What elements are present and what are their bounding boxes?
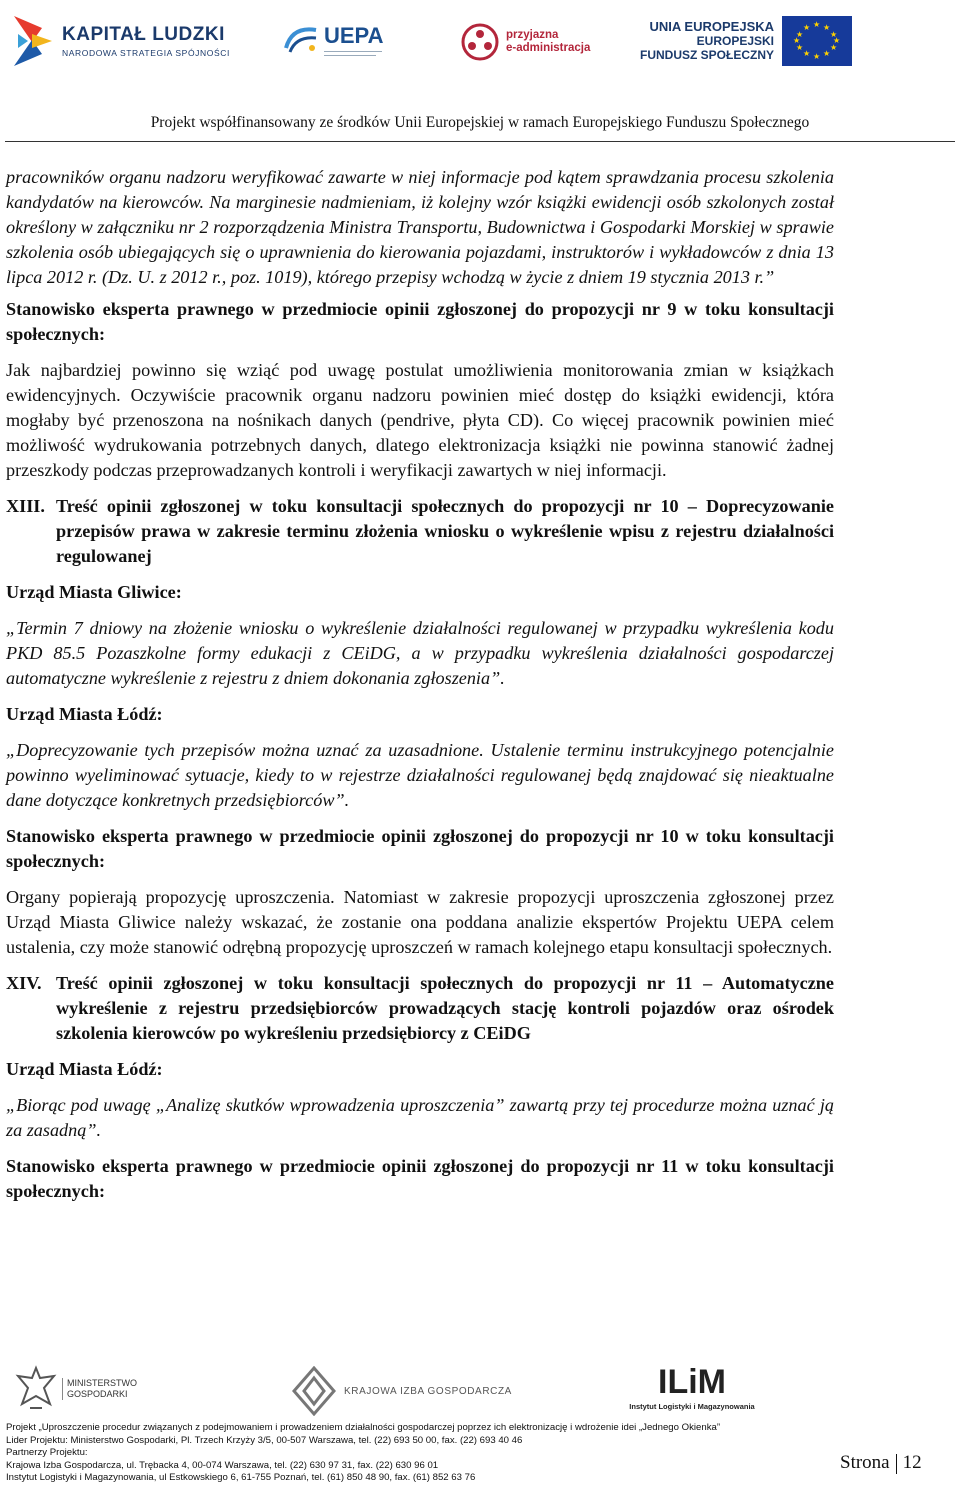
- footer-line-project: Projekt „Uproszczenie procedur związanych z podejmowaniem i prowadzeniem działalności gospodarczej poprzez ich elektronizację i wdrożenie idei „Jednego Okienka”: [6, 1422, 721, 1433]
- section-heading-13: [6, 494, 834, 569]
- uepa-subtitle-lines: [324, 51, 384, 56]
- expert-opinion-heading-10: Stanowisko eksperta prawnego w przedmiocie opinii zgłoszonej do propozycji nr 10 w toku konsultacji społecznych:: [6, 826, 834, 871]
- e-administracja-emblem-icon: [460, 22, 500, 62]
- ilim-logo: [612, 1362, 772, 1411]
- kapital-ludzki-logo: [12, 14, 230, 68]
- footer-line-ilim: Instytut Logistyki i Magazynowania, ul Estkowskiego 6, 61-755 Poznań, tel. (61) 850 48 90, fax. (61) 852 63 76: [6, 1472, 476, 1484]
- opinion-author-lodz-1: Urząd Miasta Łódź:: [6, 704, 163, 724]
- unia-europejska-logo: [640, 16, 852, 66]
- pea-line-1: przyjazna: [506, 29, 559, 41]
- uepa-emblem-icon: [282, 22, 320, 56]
- expert-opinion-text-10: Organy popierają propozycję uproszczenia. Natomiast w zakresie propozycji uproszczenia zgłoszonej przez Urząd Miasta Gliwice należy wskazać, że zostanie ona poddana analizie ekspertów Projektu UEPA celem ustalenia, czy może stanowić odrębną propozycję uproszczeń w ramach kolejnego etapu konsultacji społecznych.: [6, 887, 834, 957]
- section-title-14: Treść opinii zgłoszonej w toku konsultacji społecznych do propozycji nr 11 – Automatyczne wykreślenie z rejestru przedsiębiorców prowadzących stację kontroli pojazdów oraz ośrodek szkolenia kierowców po wykreśleniu przedsiębiorcy z CEiDG: [56, 973, 834, 1043]
- przyjazna-e-administracja-logo: [460, 22, 590, 62]
- footer-project-info: [6, 1422, 836, 1485]
- opinion-author-lodz-2: Urząd Miasta Łódź:: [6, 1059, 163, 1079]
- project-cofinancing-line: Projekt współfinansowany ze środków Unii Europejskiej w ramach Europejskiego Funduszu Społecznego: [150, 114, 810, 131]
- document-body: [6, 165, 834, 1204]
- footer-line-partners: Partnerzy Projektu:: [6, 1447, 88, 1459]
- ministerstwo-line-2: GOSPODARKI: [67, 1389, 128, 1399]
- opinion-quote-gliwice: „Termin 7 dniowy na złożenie wniosku o wykreślenie działalności regulowanej w przypadku wykreślenia kodu PKD 85.5 Pozaszkolne formy edukacji z CEiDG, a w przypadku wykreślenia działalności gospodarczej automatyczne wykreślenie z rejestru z dniem dokonania zgłoszenia”.: [6, 618, 834, 688]
- eu-flag-icon: ★ ★ ★ ★ ★ ★ ★ ★ ★ ★ ★ ★: [782, 16, 852, 66]
- expert-opinion-heading-9: Stanowisko eksperta prawnego w przedmiocie opinii zgłoszonej do propozycji nr 9 w toku konsultacji społecznych:: [6, 299, 834, 344]
- section-number-14: XIV.: [6, 973, 42, 993]
- header-divider: [5, 141, 955, 142]
- expert-opinion-text-9: Jak najbardziej powinno się wziąć pod uwagę postulat umożliwienia monitorowania zmian w książkach ewidencyjnych. Oczywiście pracownik organu nadzoru powinien mieć dostęp do książki ewidencji, która mogłaby być przenoszona na nośnikach danych (pendrive, płyta CD). Co więcej pracownik powinien mieć możliwość wydrukowania potrzebnych danych, dlatego elektronizacja książki nie powinna stanowić żadnej przeszkody podczas przeprowadzanych kontroli i weryfikacji zawartych w niej informacji.: [6, 360, 834, 480]
- opinion-quote-lodz-2: „Biorąc pod uwagę „Analizę skutków wprowadzenia uproszczenia” zawartą przy tej procedurze można uznać ją za zasadną”.: [6, 1095, 834, 1140]
- page-number: [840, 1452, 922, 1474]
- ue-line-2: EUROPEJSKI: [696, 34, 775, 48]
- footer-line-kig: Krajowa Izba Gospodarcza, ul. Trębacka 4, 00-074 Warszawa, tel. (22) 630 97 31, fax. (22) 630 96 01: [6, 1459, 439, 1471]
- opinion-author-gliwice: Urząd Miasta Gliwice:: [6, 582, 182, 602]
- uepa-logo: [282, 22, 384, 56]
- section-number-13: XIII.: [6, 496, 45, 516]
- uepa-title: UEPA: [324, 22, 384, 48]
- kig-emblem-icon: [292, 1366, 336, 1416]
- section-heading-14: [6, 971, 834, 1046]
- ilim-mark: ILiM: [658, 1363, 726, 1401]
- pea-line-2: e-administracja: [506, 42, 591, 54]
- kig-logo: [292, 1366, 512, 1416]
- expert-opinion-heading-11: Stanowisko eksperta prawnego w przedmiocie opinii zgłoszonej do propozycji nr 11 w toku konsultacji społecznych:: [6, 1156, 834, 1201]
- ilim-name: Instytut Logistyki i Magazynowania: [629, 1402, 755, 1411]
- footer-line-leader: Lider Projektu: Ministerstwo Gospodarki, Pl. Trzech Krzyży 3/5, 00-507 Warszawa, tel. (22) 693 50 00, fax. (22) 693 40 46: [6, 1434, 523, 1446]
- footer-logos: [0, 1362, 960, 1422]
- kapital-ludzki-title: KAPITAŁ LUDZKI: [62, 24, 225, 45]
- ministerstwo-line-1: MINISTERSTWO: [67, 1378, 137, 1388]
- quote-paragraph-continued: pracowników organu nadzoru weryfikować zawarte w niej informacje pod kątem sprawdzania procesu szkolenia kandydatów na kierowców. Na marginesie nadmieniam, iż kolejny wzór książki ewidencji osób szkolonych został określony w załączniku nr 2 rozporządzenia Ministra Transportu, Budownictwa i Gospodarki Morskiej w sprawie szkolenia osób ubiegających się o uprawnienia do kierowania pojazdami, instruktorów i wykładowców z dnia 13 lipca 2012 r. (Dz. U. z 2012 r., poz. 1019), którego przepisy wchodzą w życie z dniem 19 stycznia 2013 r.”: [6, 167, 834, 287]
- kig-name: KRAJOWA IZBA GOSPODARCZA: [344, 1385, 512, 1397]
- ministerstwo-gospodarki-logo: [14, 1364, 137, 1414]
- ue-line-1: UNIA EUROPEJSKA: [649, 19, 775, 34]
- ue-line-3: FUNDUSZ SPOŁECZNY: [640, 48, 775, 62]
- section-title-13: Treść opinii zgłoszonej w toku konsultacji społecznych do propozycji nr 10 – Doprecyzowanie przepisów prawa w zakresie terminu złożenia wniosku o wykreślenie wpisu z rejestru działalności regulowanej: [56, 496, 834, 566]
- page-number-value: 12: [902, 1452, 922, 1473]
- opinion-quote-lodz-1: „Doprecyzowanie tych przepisów można uznać za uzasadnione. Ustalenie terminu instrukcyjnego potencjalnie powinno wyeliminować sytuacje, kiedy to w rejestrze działalności regulowanej będą znajdować się nieaktualne dane dotyczące konkretnych przedsiębiorców”.: [6, 740, 834, 810]
- header-logos: [0, 8, 960, 88]
- page-label: Strona: [840, 1452, 890, 1473]
- polish-eagle-icon: [14, 1364, 58, 1414]
- kapital-ludzki-subtitle: NARODOWA STRATEGIA SPÓJNOŚCI: [62, 48, 230, 58]
- kapital-ludzki-star-icon: [12, 14, 54, 68]
